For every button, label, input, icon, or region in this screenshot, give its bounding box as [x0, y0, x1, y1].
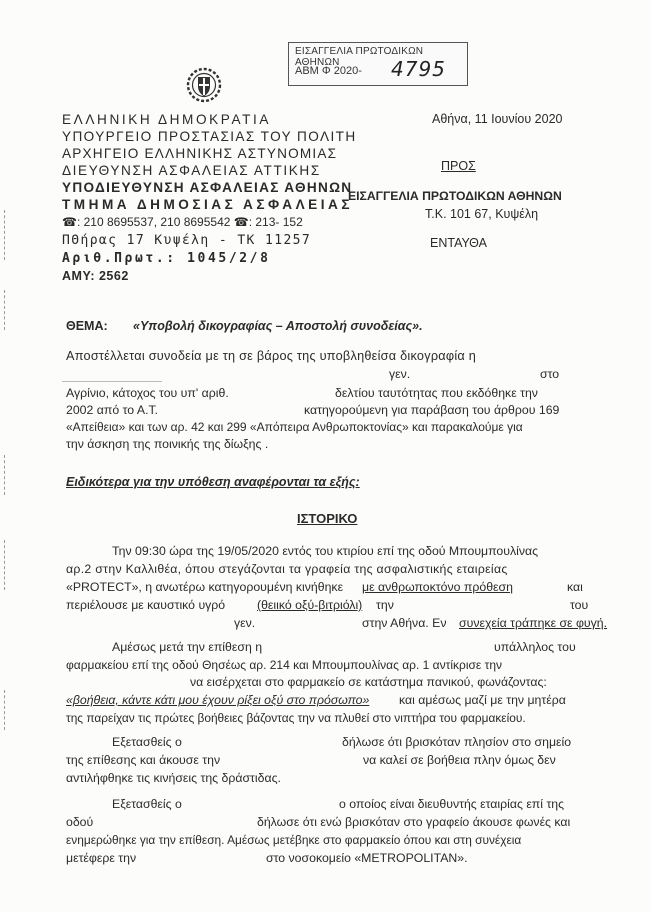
intro-line: την άσκηση της ποινικής της δίωξης .: [66, 437, 269, 451]
header-line: ΥΠΟΥΡΓΕΙΟ ΠΡΟΣΤΑΣΙΑΣ ΤΟΥ ΠΟΛΙΤΗ: [62, 129, 357, 144]
header-address-icon-line: [62, 232, 311, 249]
history-line-part: υπάλληλος του: [494, 640, 576, 654]
history-line-part: «PROTECT», η ανωτέρω κατηγορουμένη κινήθηκε: [66, 580, 344, 594]
history-line: της παρείχαν τις πρώτες βοήθειες βάζοντας την να πλυθεί στο νιπτήρα του φαρμακείου.: [66, 711, 526, 725]
header-line: ΥΠΟΔΙΕΥΘΥΝΣΗ ΑΣΦΑΛΕΙΑΣ ΑΘΗΝΩΝ: [62, 180, 353, 195]
history-line: αρ.2 στην Καλλιθέα, όπου στεγάζονται τα γραφεία της ασφαλιστικής εταιρείας: [66, 562, 508, 576]
history-line-part: ο οποίος είναι διευθυντής εταιρίας επί της: [339, 797, 565, 811]
protocol-stamp: [288, 42, 468, 86]
history-line-part: Εξετασθείς ο: [112, 797, 182, 811]
history-heading: ΙΣΤΟΡΙΚΟ: [297, 511, 358, 526]
stamp-number-prefix: ΑΒΜ Φ 2020-: [295, 65, 362, 77]
history-line-part: οδού: [66, 815, 94, 829]
document-date: Αθήνα, 11 Ιουνίου 2020: [432, 112, 563, 126]
intro-word: γεν.: [389, 367, 411, 381]
stamp-authority: ΕΙΣΑΓΓΕΛΙΑ ΠΡΩΤΟΔΙΚΩΝ ΑΘΗΝΩΝ: [295, 46, 424, 68]
subject-label: ΘΕΜΑ:: [66, 319, 108, 333]
header-line: ΔΙΕΥΘΥΝΣΗ ΑΣΦΑΛΕΙΑΣ ΑΤΤΙΚΗΣ: [62, 163, 321, 178]
history-line-part: δήλωσε ότι βρισκόταν πλησίον στο σημείο: [342, 735, 572, 749]
history-underlined: συνεχεία τράπηκε σε φυγή.: [459, 616, 608, 630]
header-address: Θήρας 17 Κυψέλη - ΤΚ 11257: [71, 233, 312, 248]
coat-of-arms-icon: [184, 64, 224, 104]
history-line-part: να καλεί σε βοήθεια πλην όμως δεν: [363, 753, 556, 767]
history-line-part: μετέφερε την: [66, 851, 137, 865]
stamp-handwritten-number: 4795: [391, 57, 446, 81]
history-line: Την 09:30 ώρα της 19/05/2020 εντός του κτιρίου επί της οδού Μπουμπουλίνας: [112, 544, 539, 558]
pros-label: ΠΡΟΣ: [441, 159, 476, 173]
intro-line: Αγρίνιο, κάτοχος του υπ' αριθ.: [66, 386, 229, 400]
intro-line: δελτίου ταυτότητας που εκδόθηκε την: [335, 386, 538, 400]
address-icon: Π: [62, 233, 72, 248]
history-line: να εισέρχεται στο φαρμακείο σε κατάστημα πανικού, φωνάζοντας:: [190, 675, 547, 689]
history-line-part: του: [570, 598, 589, 612]
header-protocol: Αριθ.Πρωτ.: 1045/2/8: [62, 251, 271, 266]
recipient: ΕΙΣΑΓΓΕΛΙΑ ΠΡΩΤΟΔΙΚΩΝ ΑΘΗΝΩΝ: [348, 189, 562, 203]
history-line-part: και: [567, 580, 583, 594]
details-heading: Ειδικότερα για την υπόθεση αναφέρονται τα εξής:: [66, 475, 360, 489]
history-line-part: περιέλουσε με καυστικό υγρό: [66, 598, 226, 612]
history-line-part: γεν.: [234, 616, 256, 630]
history-line-part: και αμέσως μαζί με την μητέρα: [399, 693, 566, 707]
subject-text: «Υποβολή δικογραφίας – Αποστολή συνοδείας».: [133, 319, 423, 333]
intro-line: 2002 από το Α.Τ.: [66, 403, 159, 417]
history-underlined: (θειικό οξύ-βιτριόλι): [257, 598, 363, 612]
history-line-part: Αμέσως μετά την επίθεση η: [112, 640, 263, 654]
scan-artifact: [4, 210, 8, 260]
scan-artifact: [4, 690, 8, 730]
scan-artifact: [4, 540, 8, 590]
history-line-part: την: [376, 598, 394, 612]
history-quote: «βοήθεια, κάντε κάτι μου έχουν ρίξει οξύ στο πρόσωπο»: [66, 693, 370, 707]
scan-artifact: [4, 455, 8, 495]
redaction-blank: [62, 368, 162, 380]
recipient-postal: Τ.Κ. 101 67, Κυψέλη: [425, 207, 539, 221]
history-line-part: στο νοσοκομείο «METROPOLITAN».: [266, 851, 468, 865]
header-line: ΕΛΛΗΝΙΚΗ ΔΗΜΟΚΡΑΤΙΑ: [62, 112, 272, 127]
intro-line: Αποστέλλεται συνοδεία με τη σε βάρος της υποβληθείσα δικογραφία η: [66, 349, 477, 363]
history-line-part: Εξετασθείς ο: [112, 735, 182, 749]
history-line: ενημερώθηκε για την επίθεση. Αμέσως μετέβηκε στο φαρμακείο όπου και στη συνέχεια: [66, 833, 522, 847]
history-line-part: δήλωσε ότι ενώ βρισκόταν στο γραφείο άκουσε φωνές και: [257, 815, 571, 829]
header-amy: ΑΜΥ: 2562: [62, 269, 129, 283]
history-line-part: στην Αθήνα. Εν: [362, 616, 447, 630]
entautha-label: ΕΝΤΑΥΘΑ: [430, 236, 487, 250]
history-underlined: με ανθρωποκτόνο πρόθεση: [362, 580, 513, 594]
header-line: ΤΜΗΜΑ ΔΗΜΟΣΙΑΣ ΑΣΦΑΛΕΙΑΣ: [62, 197, 353, 212]
intro-line: «Απείθεια» και των αρ. 42 και 299 «Απόπειρα Ανθρωποκτονίας» και παρακαλούμε για: [66, 420, 523, 434]
history-line: αντιλήφθηκε τις κινήσεις της δράστιδας.: [66, 771, 281, 785]
history-line-part: της επίθεσης και άκουσε την: [66, 753, 221, 767]
intro-word: στο: [540, 367, 560, 381]
header-line: ΑΡΧΗΓΕΙΟ ΕΛΛΗΝΙΚΗΣ ΑΣΤΥΝΟΜΙΑΣ: [62, 146, 338, 161]
intro-line: κατηγορούμενη για παράβαση του άρθρου 169: [304, 403, 560, 417]
scan-artifact: [4, 290, 8, 330]
history-line: φαρμακείου επί της οδού Θησέως αρ. 214 και Μπουμπουλίνας αρ. 1 αντίκρισε την: [66, 658, 502, 672]
header-phone: ☎: 210 8695537, 210 8695542 ☎: 213- 152: [62, 215, 303, 229]
